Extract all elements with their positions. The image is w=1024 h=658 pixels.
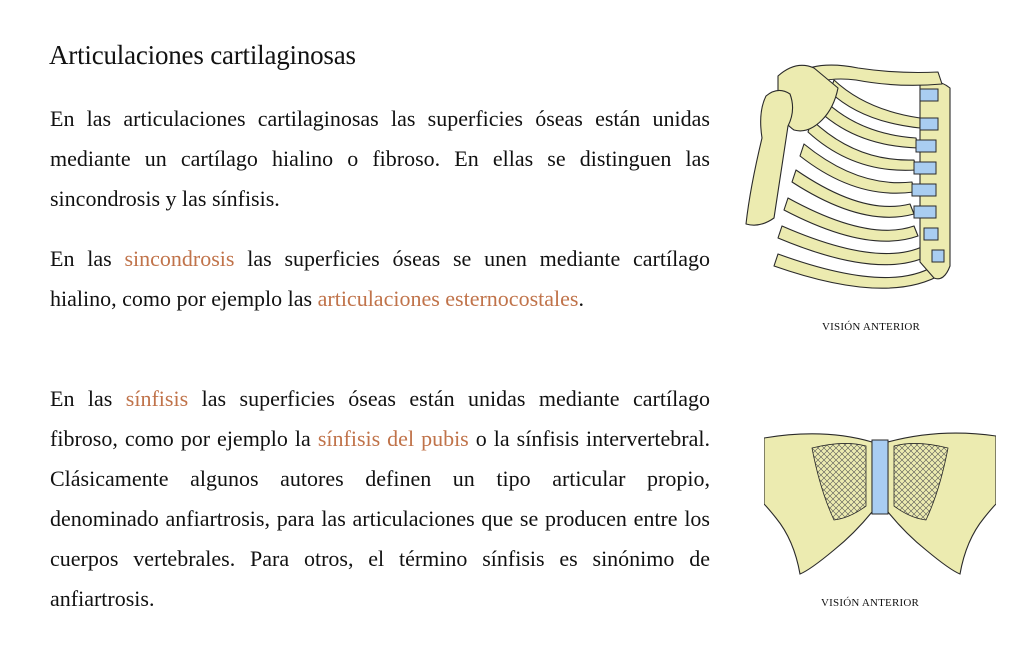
page-title: Articulaciones cartilaginosas bbox=[49, 40, 356, 70]
term-sinfisis-link[interactable]: sínfisis bbox=[125, 386, 189, 411]
example-sinfisis-pubis-link[interactable]: sínfisis del pubis bbox=[317, 426, 469, 451]
example-articulaciones-esternocostales-link[interactable]: articulaciones esternocostales bbox=[317, 286, 579, 311]
paragraph-sinfisis-intro: En las bbox=[50, 386, 126, 411]
paragraph-intro: En las articulaciones cartilaginosas las superficies óseas están unidas mediante un cartílago hialino o fibroso. En ellas se distinguen las sincondrosis y las sínfisis. bbox=[50, 106, 710, 211]
paragraph-sincondrosis-middle: las superficies óseas se unen mediante cartílago hialino, como por ejemplo las bbox=[50, 246, 710, 311]
paragraph-sincondrosis bbox=[50, 239, 710, 319]
paragraph-sincondrosis-intro: En las bbox=[50, 246, 125, 271]
bottom-figure-caption: VISIÓN ANTERIOR bbox=[821, 597, 920, 609]
pubic-symphysis-illustration bbox=[764, 430, 996, 580]
term-sincondrosis-link[interactable]: sincondrosis bbox=[124, 246, 235, 271]
thorax-drawing bbox=[738, 48, 970, 310]
symphysis-drawing bbox=[764, 430, 996, 580]
paragraph-sinfisis-end: o la sínfisis intervertebral. Clásicamente algunos autores definen un tipo articular propio, denominado anfiartrosis, para las articulaciones que se producen entre los cuerpos vertebrales. Para otros, el término sínfisis es sinónimo de anfiartrosis. bbox=[50, 426, 710, 611]
top-figure-caption: VISIÓN ANTERIOR bbox=[822, 321, 921, 333]
thorax-illustration bbox=[738, 48, 970, 310]
paragraph-sinfisis-middle: las superficies óseas están unidas mediante cartílago fibroso, como por ejemplo la bbox=[50, 386, 710, 451]
paragraph-sincondrosis-end: . bbox=[578, 286, 584, 311]
paragraph-sinfisis bbox=[50, 379, 710, 619]
